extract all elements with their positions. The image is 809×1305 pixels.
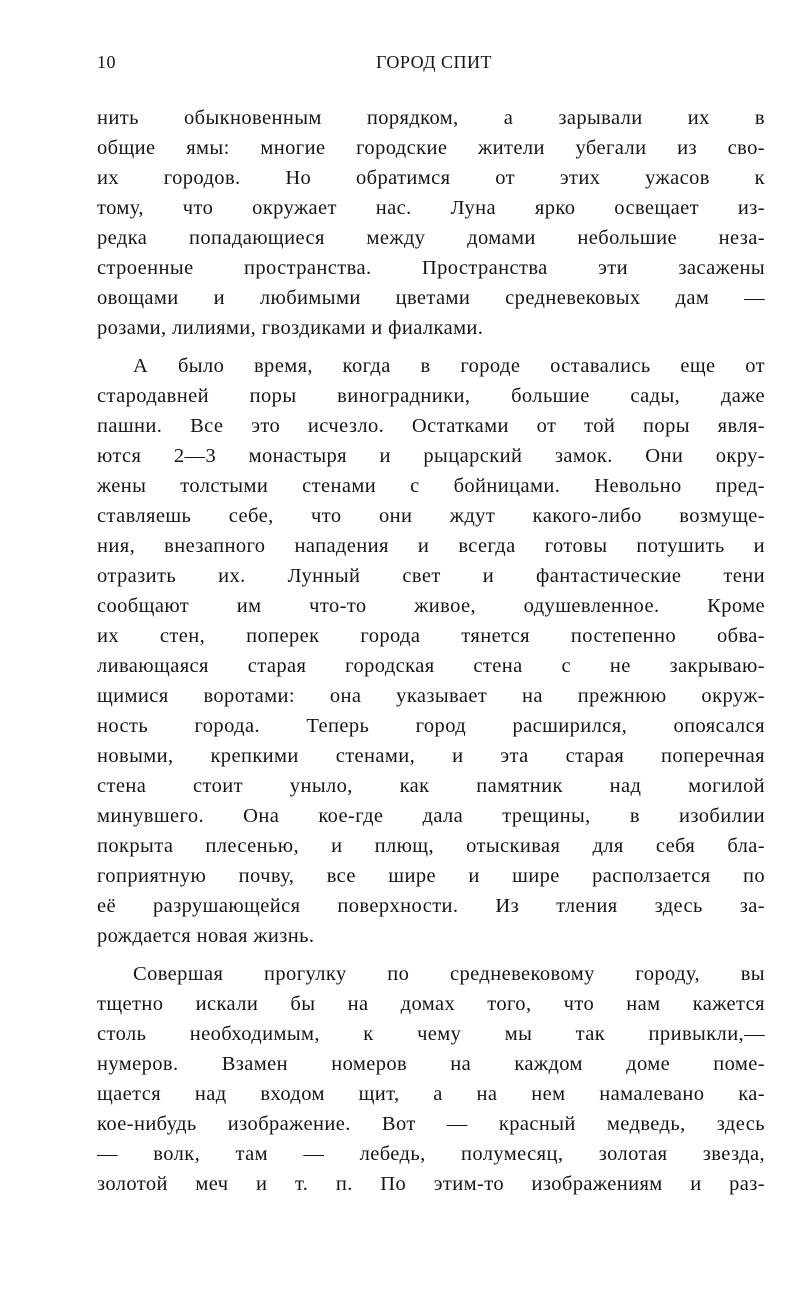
text-line: нить обыкновенным порядком, а зарывали их в bbox=[97, 107, 765, 129]
text-line: новыми, крепкими стенами, и эта старая поперечная bbox=[97, 745, 765, 767]
text-line: стародавней поры виноградники, большие сады, даже bbox=[97, 385, 765, 407]
text-line: ставляешь себе, что они ждут какого-либо возмуще- bbox=[97, 505, 765, 527]
text-line: золотой меч и т. п. По этим-то изображениям и раз- bbox=[97, 1173, 765, 1195]
text-line: жены толстыми стенами с бойницами. Невольно пред- bbox=[97, 475, 765, 497]
paragraph-1 bbox=[97, 103, 765, 343]
text-line: покрыта плесенью, и плющ, отыскивая для себя бла- bbox=[97, 835, 765, 857]
text-line: её разрушающейся поверхности. Из тления здесь за- bbox=[97, 895, 765, 917]
body-text bbox=[97, 103, 765, 1199]
text-line: тщетно искали бы на домах того, что нам кажется bbox=[97, 993, 765, 1015]
text-line: пашни. Все это исчезло. Остатками от той поры явля- bbox=[97, 415, 765, 437]
text-line: общие ямы: многие городские жители убегали из сво- bbox=[97, 137, 765, 159]
text-line: овощами и любимыми цветами средневековых дам — bbox=[97, 287, 765, 309]
text-line: отразить их. Лунный свет и фантастические тени bbox=[97, 565, 765, 587]
text-line: ливающаяся старая городская стена с не закрываю- bbox=[97, 655, 765, 677]
text-line: А было время, когда в городе оставались еще от bbox=[133, 355, 765, 377]
text-line: их городов. Но обратимся от этих ужасов к bbox=[97, 167, 765, 189]
text-line: тому, что окружает нас. Луна ярко освещает из- bbox=[97, 197, 765, 219]
text-line: редка попадающиеся между домами небольшие неза- bbox=[97, 227, 765, 249]
paragraph-2 bbox=[97, 351, 765, 951]
text-line: — волк, там — лебедь, полумесяц, золотая звезда, bbox=[97, 1143, 765, 1165]
text-line: ность города. Теперь город расширился, опоясался bbox=[97, 715, 765, 737]
text-line: кое-нибудь изображение. Вот — красный медведь, здесь bbox=[97, 1113, 765, 1135]
text-line: строенные пространства. Пространства эти засажены bbox=[97, 257, 765, 279]
running-title: ГОРОД СПИТ bbox=[375, 52, 493, 72]
text-line: ния, внезапного нападения и всегда готовы потушить и bbox=[97, 535, 765, 557]
text-line: щимися воротами: она указывает на прежнюю окруж- bbox=[97, 685, 765, 707]
page-number: 10 bbox=[97, 52, 116, 72]
text-line: сообщают им что-то живое, одушевленное. Кроме bbox=[97, 595, 765, 617]
paragraph-3 bbox=[97, 959, 765, 1199]
page-header bbox=[97, 52, 767, 80]
text-line: столь необходимым, к чему мы так привыкли,— bbox=[97, 1023, 765, 1045]
text-line: стена стоит уныло, как памятник над могилой bbox=[97, 775, 765, 797]
text-line: минувшего. Она кое-где дала трещины, в изобилии bbox=[97, 805, 765, 827]
text-line: Совершая прогулку по средневековому городу, вы bbox=[133, 963, 765, 985]
text-line: рождается новая жизнь. bbox=[97, 925, 315, 947]
text-line: нумеров. Взамен номеров на каждом доме поме- bbox=[97, 1053, 765, 1075]
text-line: розами, лилиями, гвоздиками и фиалками. bbox=[97, 317, 484, 339]
text-line: ются 2—3 монастыря и рыцарский замок. Они окру- bbox=[97, 445, 765, 467]
text-line: их стен, поперек города тянется постепенно обва- bbox=[97, 625, 765, 647]
text-line: щается над входом щит, а на нем намалевано ка- bbox=[97, 1083, 765, 1105]
text-line: гоприятную почву, все шире и шире расползается по bbox=[97, 865, 765, 887]
